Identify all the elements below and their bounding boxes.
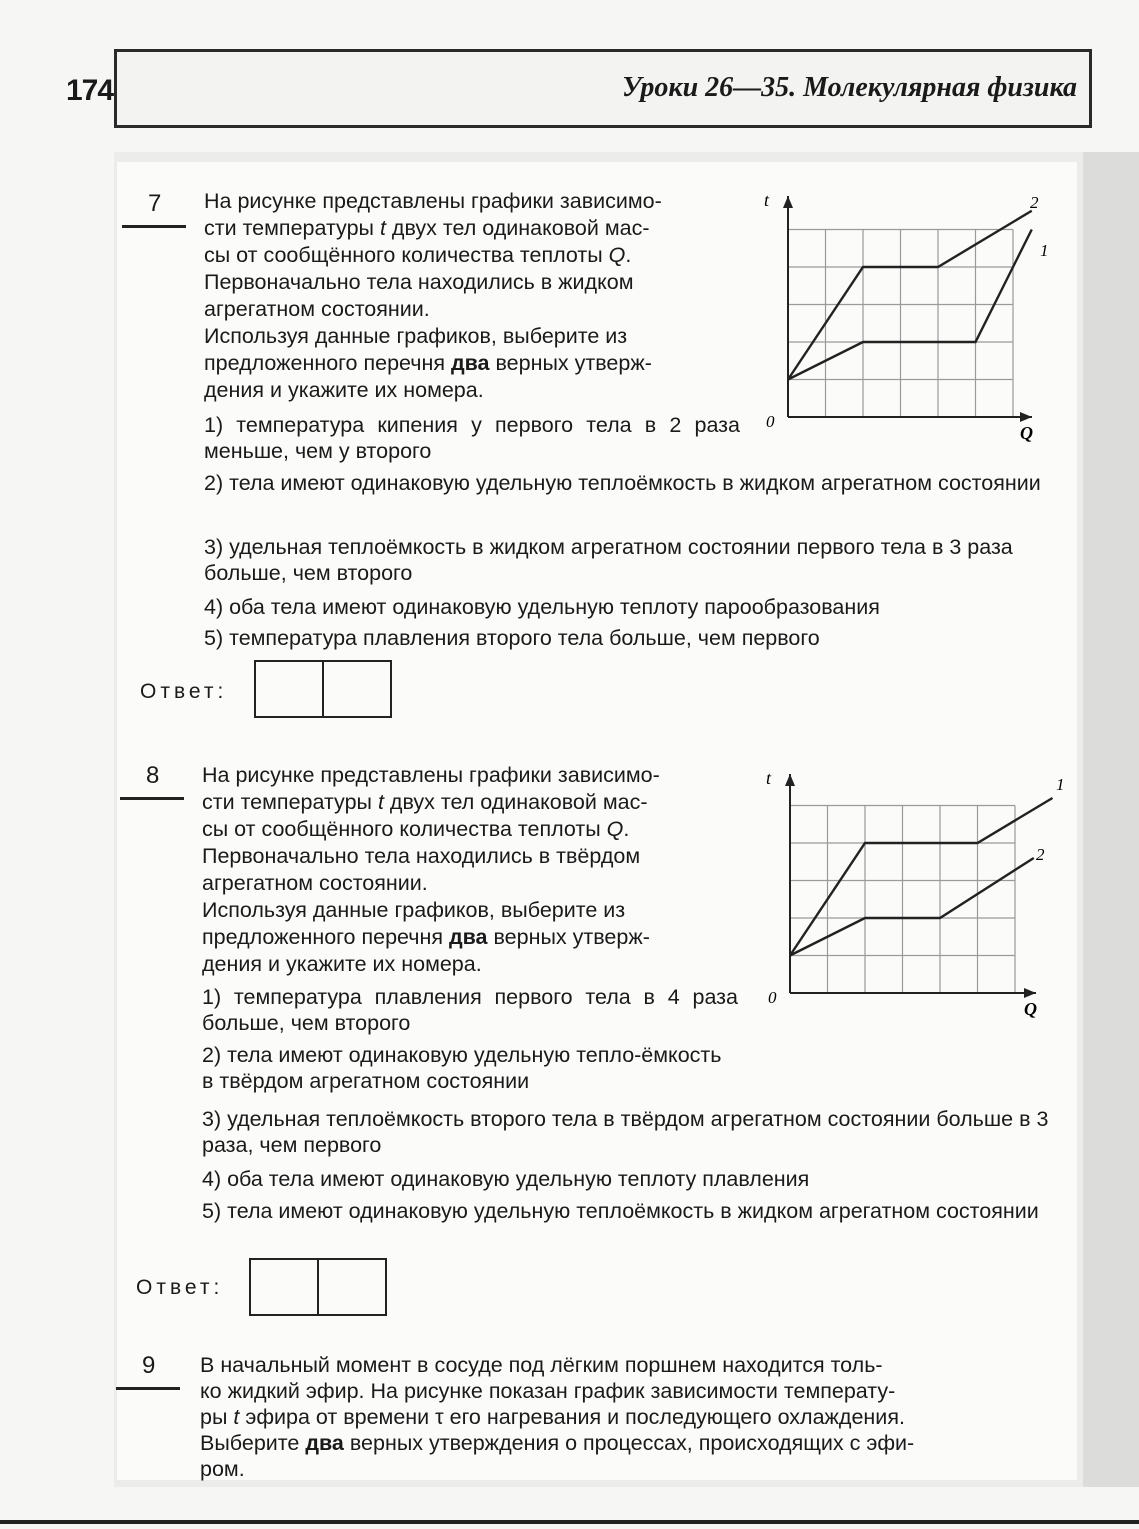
task-7-option-2: 2) тела имеют одинаковую удельную теплоёмкость в жидком агрегатном состоянии: [204, 471, 1041, 495]
task-8-option-3: 3) удельная теплоёмкость второго тела в твёрдом агрегатном состоянии больше в 3 раза, чем первого: [202, 1107, 1049, 1157]
text-line: дения и укажите их номера.: [204, 378, 484, 402]
curve-label-2: 2: [1036, 845, 1045, 864]
text-line: ры t эфира от времени τ его нагревания и последующего охлаждения.: [200, 1405, 905, 1429]
y-axis-arrow: [783, 196, 793, 208]
task-8-answer-label: Ответ:: [136, 1276, 224, 1299]
series-line-2: [788, 211, 1032, 380]
header-box: [114, 49, 1092, 128]
curve-label-1: 1: [1040, 241, 1049, 260]
task-9-rule: [116, 1387, 180, 1390]
text-line: Используя данные графиков, выберите из: [202, 898, 626, 922]
text-line: В начальный момент в сосуде под лёгким поршнем находится толь-: [200, 1353, 883, 1377]
task-7-option-1: 1) температура кипения у первого тела в 2 раза меньше, чем у второго: [204, 413, 740, 463]
y-axis-label: t: [766, 768, 772, 788]
text-line: На рисунке представлены графики зависимо-: [202, 763, 660, 787]
text-line: Первоначально тела находились в жидком: [204, 270, 634, 294]
x-axis-label: Q: [1020, 423, 1033, 443]
answer-cell-2[interactable]: [317, 1260, 385, 1314]
text-line: ром.: [200, 1457, 245, 1481]
task-7-answer-label: Ответ:: [140, 680, 228, 703]
answer-cell-2[interactable]: [322, 662, 390, 716]
task-7-number: 7: [148, 190, 162, 217]
page-header-title: Уроки 26—35. Молекулярная физика: [622, 72, 1077, 103]
text-line: Первоначально тела находились в твёрдом: [202, 844, 641, 868]
text-line: предложенного перечня два верных утверж-: [202, 925, 650, 949]
task-7-option-3: 3) удельная теплоёмкость в жидком агрегатном состоянии первого тела в 3 раза больше, чем второго: [204, 535, 1013, 585]
text-line: ко жидкий эфир. На рисунке показан график зависимости температу-: [200, 1379, 896, 1403]
text-line: Используя данные графиков, выберите из: [204, 324, 628, 348]
answer-cell-1[interactable]: [251, 1260, 317, 1314]
task-9-text: [200, 1352, 1064, 1482]
task-8-number: 8: [146, 762, 160, 789]
text-line: агрегатном состоянии.: [204, 297, 430, 321]
text-line: сти температуры t двух тел одинаковой мас-: [202, 790, 648, 814]
task-9-number: 9: [142, 1352, 156, 1379]
x-axis-arrow: [1024, 988, 1036, 998]
text-line: сы от сообщённого количества теплоты Q.: [202, 817, 630, 841]
series-line-2: [790, 858, 1034, 956]
task-8-graph: [760, 768, 1080, 1024]
task-7-graph: [760, 190, 1080, 450]
bottom-rule: [0, 1520, 1139, 1524]
series-line-1: [790, 798, 1053, 956]
text-line: сти температуры t двух тел одинаковой мас-: [204, 216, 650, 240]
text-line: На рисунке представлены графики зависимо-: [204, 189, 662, 213]
header-divider: [114, 125, 1092, 128]
x-axis-label: Q: [1024, 999, 1037, 1019]
right-margin-shade: [1083, 152, 1139, 1487]
task-8-rule: [120, 797, 184, 800]
task-7-option-4: 4) оба тела имеют одинаковую удельную теплоту парообразования: [204, 595, 880, 619]
task-8-answer-boxes: [249, 1258, 387, 1316]
task-8-option-2: 2) тела имеют одинаковую удельную тепло-ёмкость в твёрдом агрегатном состоянии: [202, 1043, 722, 1093]
task-7-option-5: 5) температура плавления второго тела больше, чем первого: [204, 626, 820, 650]
task-7-answer-boxes: [254, 660, 392, 718]
x-axis-arrow: [1020, 412, 1032, 422]
origin-label: 0: [766, 412, 775, 431]
text-line: сы от сообщённого количества теплоты Q.: [204, 243, 632, 267]
answer-cell-1[interactable]: [256, 662, 322, 716]
task-8-option-4: 4) оба тела имеют одинаковую удельную теплоту плавления: [202, 1167, 810, 1191]
text-line: дения и укажите их номера.: [202, 952, 482, 976]
text-line: агрегатном состоянии.: [202, 871, 428, 895]
task-8-option-5: 5) тела имеют одинаковую удельную теплоёмкость в жидком агрегатном состоянии: [202, 1199, 1039, 1223]
origin-label: 0: [768, 988, 777, 1007]
task-8-option-1: 1) температура плавления первого тела в 4 раза больше, чем второго: [202, 985, 738, 1035]
text-line: предложенного перечня два верных утверж-: [204, 351, 652, 375]
text-line: Выберите два верных утверждения о процессах, происходящих с эфи-: [200, 1431, 915, 1455]
curve-label-1: 1: [1056, 775, 1065, 794]
page-number: 174: [66, 74, 114, 107]
task-7-rule: [122, 225, 186, 228]
y-axis-arrow: [785, 774, 795, 786]
y-axis-label: t: [764, 190, 770, 210]
task-8-intro: [202, 762, 738, 978]
task-7-intro: [204, 188, 740, 404]
curve-label-2: 2: [1030, 193, 1039, 212]
